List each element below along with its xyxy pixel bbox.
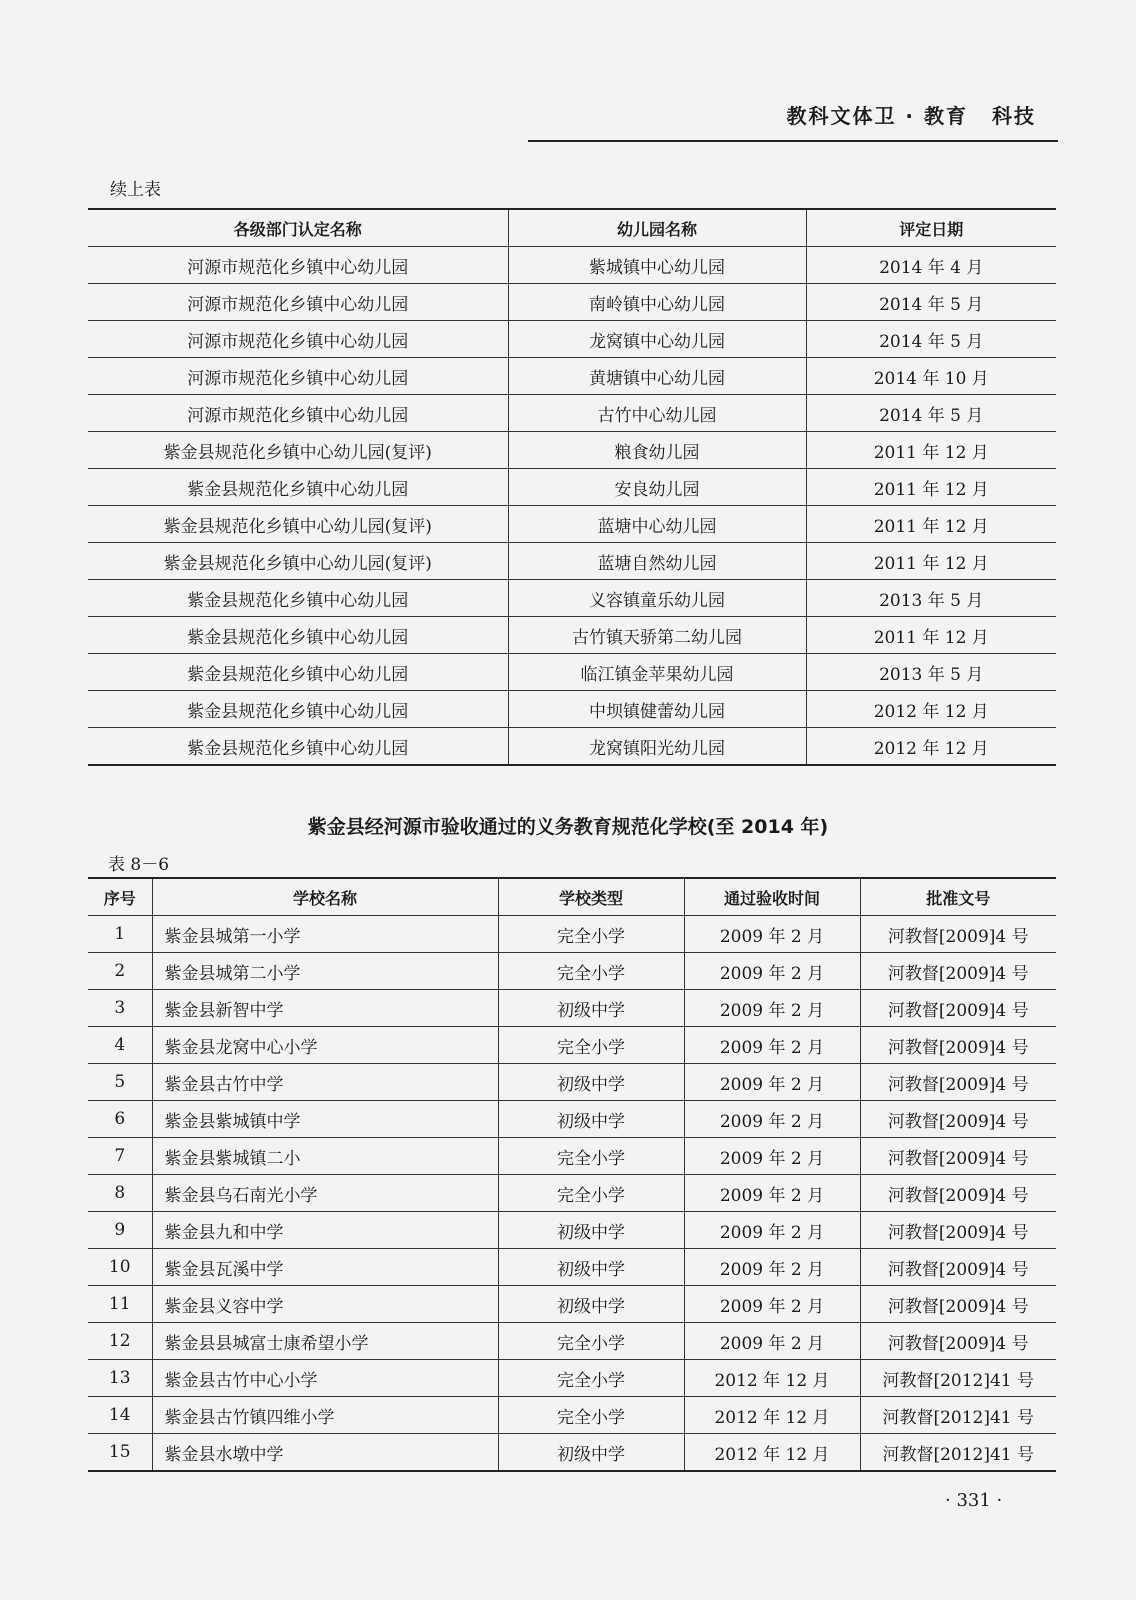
column-header: 幼儿园名称 — [508, 209, 806, 247]
table-cell: 完全小学 — [498, 953, 684, 990]
table-cell: 2009 年 2 月 — [684, 1138, 860, 1175]
table-row — [88, 506, 1056, 543]
table-row — [88, 1101, 1056, 1138]
table-cell: 紫金县规范化乡镇中心幼儿园 — [187, 738, 409, 759]
table-row — [88, 990, 1056, 1027]
table-cell: 河教督[2009]4 号 — [860, 1249, 1056, 1286]
table-cell: 河教督[2009]4 号 — [860, 1064, 1056, 1101]
table-cell: 河源市规范化乡镇中心幼儿园 — [187, 294, 409, 315]
table-cell: 2014 年 5 月 — [806, 284, 1056, 321]
table-cell: 5 — [114, 1072, 126, 1092]
table-cell: 2012 年 12 月 — [806, 728, 1056, 766]
table-cell: 紫金县城第二小学 — [152, 953, 498, 990]
table-cell: 2011 年 12 月 — [806, 469, 1056, 506]
table-row — [88, 617, 1056, 654]
table-cell: 2011 年 12 月 — [806, 617, 1056, 654]
table-header-row — [88, 209, 1056, 247]
table-cell: 完全小学 — [498, 1175, 684, 1212]
table-cell: 2009 年 2 月 — [684, 990, 860, 1027]
table-cell: 2012 年 12 月 — [684, 1397, 860, 1434]
table-cell: 紫金县规范化乡镇中心幼儿园 — [187, 479, 409, 500]
table-cell: 完全小学 — [498, 1360, 684, 1397]
table-row — [88, 1397, 1056, 1434]
table-row — [88, 395, 1056, 432]
table-cell: 6 — [114, 1109, 126, 1129]
table-cell: 南岭镇中心幼儿园 — [508, 284, 806, 321]
table-row — [88, 1138, 1056, 1175]
table-cell: 3 — [114, 998, 126, 1018]
table-cell: 紫金县规范化乡镇中心幼儿园 — [187, 590, 409, 611]
table-row — [88, 432, 1056, 469]
column-header: 学校名称 — [152, 878, 498, 916]
table-cell: 完全小学 — [498, 1323, 684, 1360]
table-cell: 河教督[2009]4 号 — [860, 1138, 1056, 1175]
table-cell: 2009 年 2 月 — [684, 1249, 860, 1286]
table-cell: 紫金县乌石南光小学 — [152, 1175, 498, 1212]
table-cell: 4 — [114, 1035, 126, 1055]
table-cell: 8 — [114, 1183, 126, 1203]
table-cell: 河教督[2009]4 号 — [860, 916, 1056, 953]
table-cell: 紫金县古竹中学 — [152, 1064, 498, 1101]
table-cell: 14 — [108, 1405, 131, 1425]
table-row — [88, 469, 1056, 506]
table-cell: 古竹中心幼儿园 — [508, 395, 806, 432]
table-cell: 2009 年 2 月 — [684, 953, 860, 990]
table-cell: 河源市规范化乡镇中心幼儿园 — [187, 368, 409, 389]
column-header: 各级部门认定名称 — [233, 219, 362, 239]
table-row — [88, 1434, 1056, 1472]
table-row — [88, 1027, 1056, 1064]
table-cell: 河教督[2009]4 号 — [860, 1101, 1056, 1138]
schools-table — [88, 877, 1056, 1472]
table-cell: 7 — [114, 1146, 126, 1166]
table-cell: 2012 年 12 月 — [684, 1360, 860, 1397]
page-number: · 331 · — [945, 1490, 1003, 1511]
table-cell: 紫金县规范化乡镇中心幼儿园 — [187, 627, 409, 648]
table-cell: 龙窝镇中心幼儿园 — [508, 321, 806, 358]
table-cell: 紫金县紫城镇中学 — [152, 1101, 498, 1138]
table-cell: 古竹镇天骄第二幼儿园 — [508, 617, 806, 654]
table-header-row — [88, 878, 1056, 916]
table-cell: 完全小学 — [498, 1397, 684, 1434]
table-row — [88, 580, 1056, 617]
table-row — [88, 1175, 1056, 1212]
table-cell: 2014 年 5 月 — [806, 395, 1056, 432]
table-cell: 蓝塘自然幼儿园 — [508, 543, 806, 580]
table-cell: 11 — [108, 1294, 131, 1314]
table-cell: 紫金县水墩中学 — [152, 1434, 498, 1472]
table-cell: 2011 年 12 月 — [806, 432, 1056, 469]
table-cell: 紫金县新智中学 — [152, 990, 498, 1027]
table-cell: 紫金县规范化乡镇中心幼儿园(复评) — [163, 516, 432, 537]
table-cell: 2013 年 5 月 — [806, 654, 1056, 691]
column-header: 批准文号 — [860, 878, 1056, 916]
table-cell: 15 — [108, 1442, 131, 1462]
table-cell: 2009 年 2 月 — [684, 1027, 860, 1064]
table-cell: 完全小学 — [498, 1138, 684, 1175]
table-cell: 河教督[2012]41 号 — [860, 1434, 1056, 1472]
kindergarten-table — [88, 208, 1056, 766]
table-cell: 2009 年 2 月 — [684, 1212, 860, 1249]
continuation-label: 续上表 — [110, 180, 161, 200]
table-row — [88, 654, 1056, 691]
table-cell: 河教督[2012]41 号 — [860, 1360, 1056, 1397]
table-row — [88, 1249, 1056, 1286]
table-cell: 2009 年 2 月 — [684, 1175, 860, 1212]
table-row — [88, 728, 1056, 766]
table-cell: 紫金县古竹镇四维小学 — [152, 1397, 498, 1434]
table-cell: 蓝塘中心幼儿园 — [508, 506, 806, 543]
table-cell: 河教督[2009]4 号 — [860, 953, 1056, 990]
table-cell: 紫金县规范化乡镇中心幼儿园(复评) — [163, 553, 432, 574]
table-cell: 2013 年 5 月 — [806, 580, 1056, 617]
table-cell: 初级中学 — [498, 1286, 684, 1323]
table-cell: 初级中学 — [498, 1064, 684, 1101]
table-cell: 黄塘镇中心幼儿园 — [508, 358, 806, 395]
table-cell: 紫金县义容中学 — [152, 1286, 498, 1323]
table-cell: 2 — [114, 961, 126, 981]
table-cell: 紫金县九和中学 — [152, 1212, 498, 1249]
table-cell: 2009 年 2 月 — [684, 1064, 860, 1101]
table-cell: 安良幼儿园 — [508, 469, 806, 506]
table-cell: 河教督[2009]4 号 — [860, 990, 1056, 1027]
table-cell: 2012 年 12 月 — [806, 691, 1056, 728]
table-cell: 初级中学 — [498, 1212, 684, 1249]
table-cell: 2009 年 2 月 — [684, 1101, 860, 1138]
header-rule — [528, 140, 1058, 142]
table-row — [88, 1064, 1056, 1101]
table-row — [88, 1212, 1056, 1249]
column-header: 评定日期 — [806, 209, 1056, 247]
table-cell: 义容镇童乐幼儿园 — [508, 580, 806, 617]
table-cell: 紫金县龙窝中心小学 — [152, 1027, 498, 1064]
table-cell: 粮食幼儿园 — [508, 432, 806, 469]
table-cell: 中坝镇健蕾幼儿园 — [508, 691, 806, 728]
table-row — [88, 247, 1056, 284]
table-cell: 12 — [108, 1331, 131, 1351]
header-section: 教科文体卫 · 教育 — [786, 104, 968, 128]
table-row — [88, 916, 1056, 953]
table-cell: 2009 年 2 月 — [684, 916, 860, 953]
table-cell: 初级中学 — [498, 990, 684, 1027]
table-cell: 初级中学 — [498, 1249, 684, 1286]
table-cell: 2011 年 12 月 — [806, 506, 1056, 543]
table-row — [88, 1323, 1056, 1360]
table-cell: 紫金县城第一小学 — [152, 916, 498, 953]
table-title: 紫金县经河源市验收通过的义务教育规范化学校(至 2014 年) — [307, 816, 829, 838]
running-header — [786, 100, 1036, 129]
table-number: 表 8－6 — [108, 855, 170, 875]
table-cell: 9 — [114, 1220, 126, 1240]
table-cell: 河教督[2009]4 号 — [860, 1212, 1056, 1249]
table-row — [88, 321, 1056, 358]
table-row — [88, 1286, 1056, 1323]
table-cell: 2009 年 2 月 — [684, 1323, 860, 1360]
table-cell: 紫金县规范化乡镇中心幼儿园 — [187, 701, 409, 722]
table-cell: 河源市规范化乡镇中心幼儿园 — [187, 331, 409, 352]
table-cell: 河教督[2009]4 号 — [860, 1323, 1056, 1360]
table-cell: 2012 年 12 月 — [684, 1434, 860, 1472]
table-cell: 13 — [108, 1368, 131, 1388]
table-cell: 临江镇金苹果幼儿园 — [508, 654, 806, 691]
table-cell: 2014 年 4 月 — [806, 247, 1056, 284]
table-cell: 10 — [108, 1257, 131, 1277]
table-row — [88, 691, 1056, 728]
column-header: 学校类型 — [498, 878, 684, 916]
table-cell: 河源市规范化乡镇中心幼儿园 — [187, 257, 409, 278]
table-cell: 2014 年 5 月 — [806, 321, 1056, 358]
table-cell: 2014 年 10 月 — [806, 358, 1056, 395]
table-cell: 河源市规范化乡镇中心幼儿园 — [187, 405, 409, 426]
table-cell: 完全小学 — [498, 1027, 684, 1064]
table-cell: 河教督[2009]4 号 — [860, 1175, 1056, 1212]
table-cell: 完全小学 — [498, 916, 684, 953]
table-cell: 河教督[2012]41 号 — [860, 1397, 1056, 1434]
table-cell: 初级中学 — [498, 1434, 684, 1472]
table-cell: 紫金县县城富士康希望小学 — [152, 1323, 498, 1360]
table-cell: 龙窝镇阳光幼儿园 — [508, 728, 806, 766]
table-cell: 河教督[2009]4 号 — [860, 1027, 1056, 1064]
table-cell: 紫金县规范化乡镇中心幼儿园 — [187, 664, 409, 685]
table-cell: 紫金县古竹中心小学 — [152, 1360, 498, 1397]
table-row — [88, 543, 1056, 580]
table-cell: 河教督[2009]4 号 — [860, 1286, 1056, 1323]
header-subsection: 科技 — [992, 104, 1036, 128]
column-header: 通过验收时间 — [684, 878, 860, 916]
table-cell: 紫金县瓦溪中学 — [152, 1249, 498, 1286]
table-row — [88, 284, 1056, 321]
table-cell: 2011 年 12 月 — [806, 543, 1056, 580]
table-row — [88, 953, 1056, 990]
table-row — [88, 1360, 1056, 1397]
table-cell: 紫城镇中心幼儿园 — [508, 247, 806, 284]
table-cell: 2009 年 2 月 — [684, 1286, 860, 1323]
table-cell: 紫金县紫城镇二小 — [152, 1138, 498, 1175]
table-row — [88, 358, 1056, 395]
table-cell: 紫金县规范化乡镇中心幼儿园(复评) — [163, 442, 432, 463]
column-header: 序号 — [103, 888, 136, 908]
table-cell: 初级中学 — [498, 1101, 684, 1138]
table-cell: 1 — [114, 924, 126, 944]
